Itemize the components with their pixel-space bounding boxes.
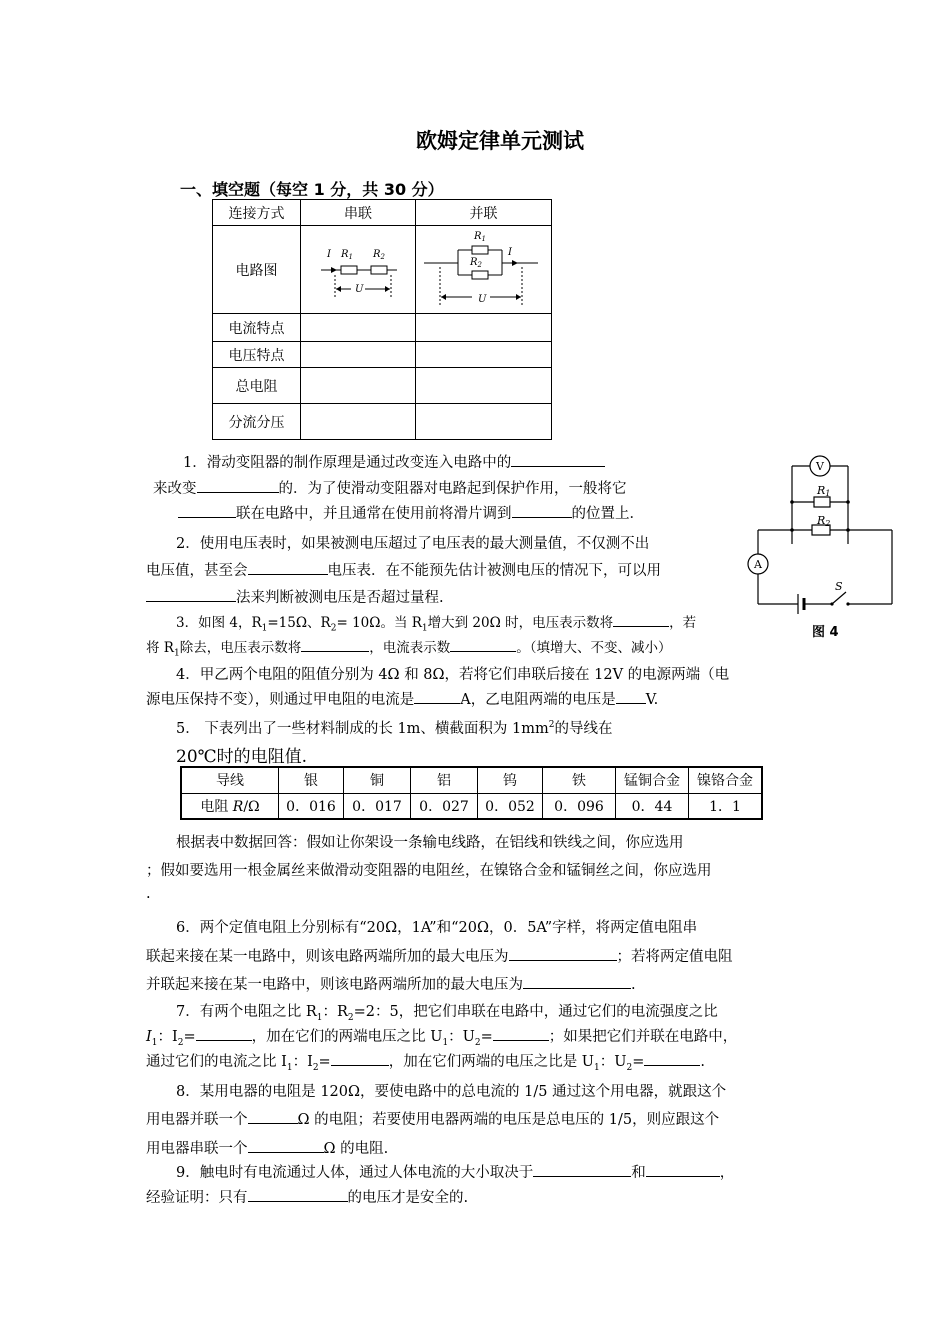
question-5-line-1: 5． 下表列出了一些材料制成的长 1m、横截面积为 $1mm^2$的导线在	[176, 720, 613, 737]
question-1-line-2: 来改变 的．为了使滑动变阻器对电路起到保护作用，一般将它	[153, 477, 627, 498]
question-8-line-2: 用电器并联一个 Ω 的电阻；若要使用电器两端的电压是总电压的 1/5，则应跟这个	[146, 1108, 719, 1129]
question-5b-line-2: ；假如要选用一根金属丝来做滑动变阻器的电阻丝，在镍铬合金和锰铜丝之间，你应选用	[146, 863, 712, 879]
answer-blank[interactable]	[613, 612, 669, 627]
answer-cell[interactable]	[416, 368, 552, 404]
answer-blank[interactable]	[493, 1026, 549, 1041]
question-6-line-2: 联起来接在某一电路中，则该电路两端所加的最大电压为 ；若将两定值电阻	[146, 945, 733, 966]
question-4-line-1: 4．甲乙两个电阻的阻值分别为 4Ω 和 8Ω，若将它们串联后接在 12V 的电源两端（电	[176, 667, 730, 683]
figure-caption: 图 4	[812, 625, 839, 640]
answer-blank[interactable]	[523, 974, 631, 989]
r1-label: $R_1$	[474, 230, 486, 243]
answer-blank[interactable]	[248, 1138, 324, 1153]
table-cell: 0．017	[344, 793, 411, 819]
answer-blank[interactable]	[146, 587, 236, 602]
answer-blank[interactable]	[248, 560, 328, 575]
table-header: 镍铬合金	[689, 767, 763, 793]
answer-blank[interactable]	[533, 1162, 631, 1177]
question-1-line-1: 1．滑动变阻器的制作原理是通过改变连入电路中的	[183, 451, 605, 472]
question-5b-line-3: .	[146, 886, 151, 902]
question-5b-line-1: 根据表中数据回答：假如让你架设一条输电线路，在铝线和铁线之间，你应选用	[176, 835, 684, 851]
answer-blank[interactable]	[196, 1026, 252, 1041]
table-header: 铝	[411, 767, 478, 793]
answer-blank[interactable]	[646, 1162, 720, 1177]
resistance-table	[180, 766, 763, 820]
answer-blank[interactable]	[511, 452, 605, 467]
answer-blank[interactable]	[178, 503, 236, 518]
question-8-line-3: 用电器串联一个 Ω 的电阻.	[146, 1137, 388, 1158]
question-7-line-1: 7．有两个电阻之比 $R_1$：$R_2=2$：5，把它们串联在电路中，通过它们的电流强度之比	[176, 1004, 718, 1023]
answer-blank[interactable]	[248, 1109, 298, 1124]
row-label: 总电阻	[213, 368, 301, 404]
series-circuit-diagram	[301, 235, 411, 305]
current-label: I	[508, 246, 512, 258]
r1-label: $R_1$	[341, 248, 353, 261]
table-header: 导线	[181, 767, 279, 793]
r2-label: R2	[817, 514, 831, 528]
parallel-circuit-diagram	[416, 230, 548, 310]
question-3-line-2: 将 $R_1$除去，电压表示数将 ，电流表示数 。（填增大、不变、减小）	[146, 636, 671, 659]
voltmeter-label: V	[816, 460, 824, 473]
row-label: 电压特点	[213, 342, 301, 368]
row-label: 电阻 R/Ω	[181, 793, 279, 819]
answer-blank[interactable]	[414, 689, 460, 704]
table-header: 铜	[344, 767, 411, 793]
ammeter-label: A	[754, 558, 762, 571]
answer-cell[interactable]	[301, 342, 416, 368]
table-header: 银	[279, 767, 344, 793]
answer-blank[interactable]	[450, 637, 516, 652]
answer-blank[interactable]	[197, 478, 279, 493]
table-cell: 0．44	[616, 793, 689, 819]
question-6-line-3: 并联起来接在某一电路中，则该电路两端所加的最大电压为 .	[146, 973, 636, 994]
question-7-line-2: $I_1$：$I_2=$ ，加在它们的两端电压之比 $U_1$：$U_2=$ ；如果把它们并联在电路中，	[146, 1025, 737, 1048]
page-title: 欧姆定律单元测试	[416, 129, 584, 153]
table-header: 并联	[416, 200, 552, 226]
table-header: 串联	[301, 200, 416, 226]
answer-cell[interactable]	[301, 314, 416, 342]
r1-label: R1	[817, 484, 831, 498]
answer-blank[interactable]	[509, 946, 617, 961]
current-label: I	[327, 248, 331, 260]
answer-cell[interactable]	[416, 404, 552, 440]
table-header: 连接方式	[213, 200, 301, 226]
answer-cell[interactable]	[416, 314, 552, 342]
answer-blank[interactable]	[644, 1051, 700, 1066]
table-header: 铁	[543, 767, 616, 793]
table-header: 钨	[478, 767, 543, 793]
answer-blank[interactable]	[616, 689, 646, 704]
answer-blank[interactable]	[331, 1051, 389, 1066]
question-7-line-3: 通过它们的电流之比 $I_1$：$I_2=$ ，加在它们两端的电压之比是 $U_1$：$U_2=$ .	[146, 1050, 705, 1073]
answer-blank[interactable]	[512, 503, 572, 518]
question-3-line-1: 3．如图 4，$R_1=15\Omega$、$R_2= 10\Omega$。当 $R_1$增大到 20Ω 时，电压表示数将 ，若	[176, 611, 696, 634]
row-label: 电流特点	[213, 314, 301, 342]
table-header: 锰铜合金	[616, 767, 689, 793]
voltage-label: U	[478, 293, 487, 305]
answer-blank[interactable]	[248, 1187, 348, 1202]
series-circuit-cell	[301, 226, 416, 314]
question-6-line-1: 6．两个定值电阻上分别标有“20Ω，1A”和“20Ω，0．5A”字样，将两定值电阻串	[176, 920, 698, 936]
question-9-line-1: 9．触电时有电流通过人体，通过人体电流的大小取决于 和 ，	[176, 1161, 734, 1182]
answer-cell[interactable]	[416, 342, 552, 368]
row-label: 电路图	[213, 226, 301, 314]
section-heading: 一、填空题（每空 1 分，共 30 分）	[180, 180, 444, 199]
answer-blank[interactable]	[301, 637, 369, 652]
figure-4-circuit	[740, 452, 900, 642]
question-2-line-3: 法来判断被测电压是否超过量程.	[146, 586, 444, 607]
r2-label: $R_2$	[470, 256, 482, 269]
row-label: 分流分压	[213, 404, 301, 440]
table-cell: 0．027	[411, 793, 478, 819]
table-cell: 0．052	[478, 793, 543, 819]
table-cell: 0．016	[279, 793, 344, 819]
table-cell: 1．1	[689, 793, 763, 819]
question-5-line-2: 20℃时的电阻值.	[176, 747, 308, 767]
question-9-line-2: 经验证明：只有 的电压才是安全的.	[146, 1186, 468, 1207]
question-8-line-1: 8．某用电器的电阻是 120Ω，要使电路中的总电流的 1/5 通过这个用电器，就跟这个	[176, 1084, 727, 1100]
answer-cell[interactable]	[301, 368, 416, 404]
question-1-line-3: 联在电路中，并且通常在使用前将滑片调到 的位置上．	[178, 502, 644, 523]
question-4-line-2: 源电压保持不变），则通过甲电阻的电流是 A，乙电阻两端的电压是 V.	[146, 688, 658, 709]
parallel-circuit-cell	[416, 226, 552, 314]
comparison-table	[212, 199, 552, 440]
question-2-line-2: 电压值，甚至会 电压表．在不能预先估计被测电压的情况下，可以用	[146, 559, 661, 580]
table-cell: 0．096	[543, 793, 616, 819]
r2-label: $R_2$	[373, 248, 385, 261]
answer-cell[interactable]	[301, 404, 416, 440]
question-2-line-1: 2．使用电压表时，如果被测电压超过了电压表的最大测量值，不仅测不出	[176, 536, 650, 552]
voltage-label: U	[355, 283, 364, 295]
switch-label: S	[835, 580, 843, 593]
